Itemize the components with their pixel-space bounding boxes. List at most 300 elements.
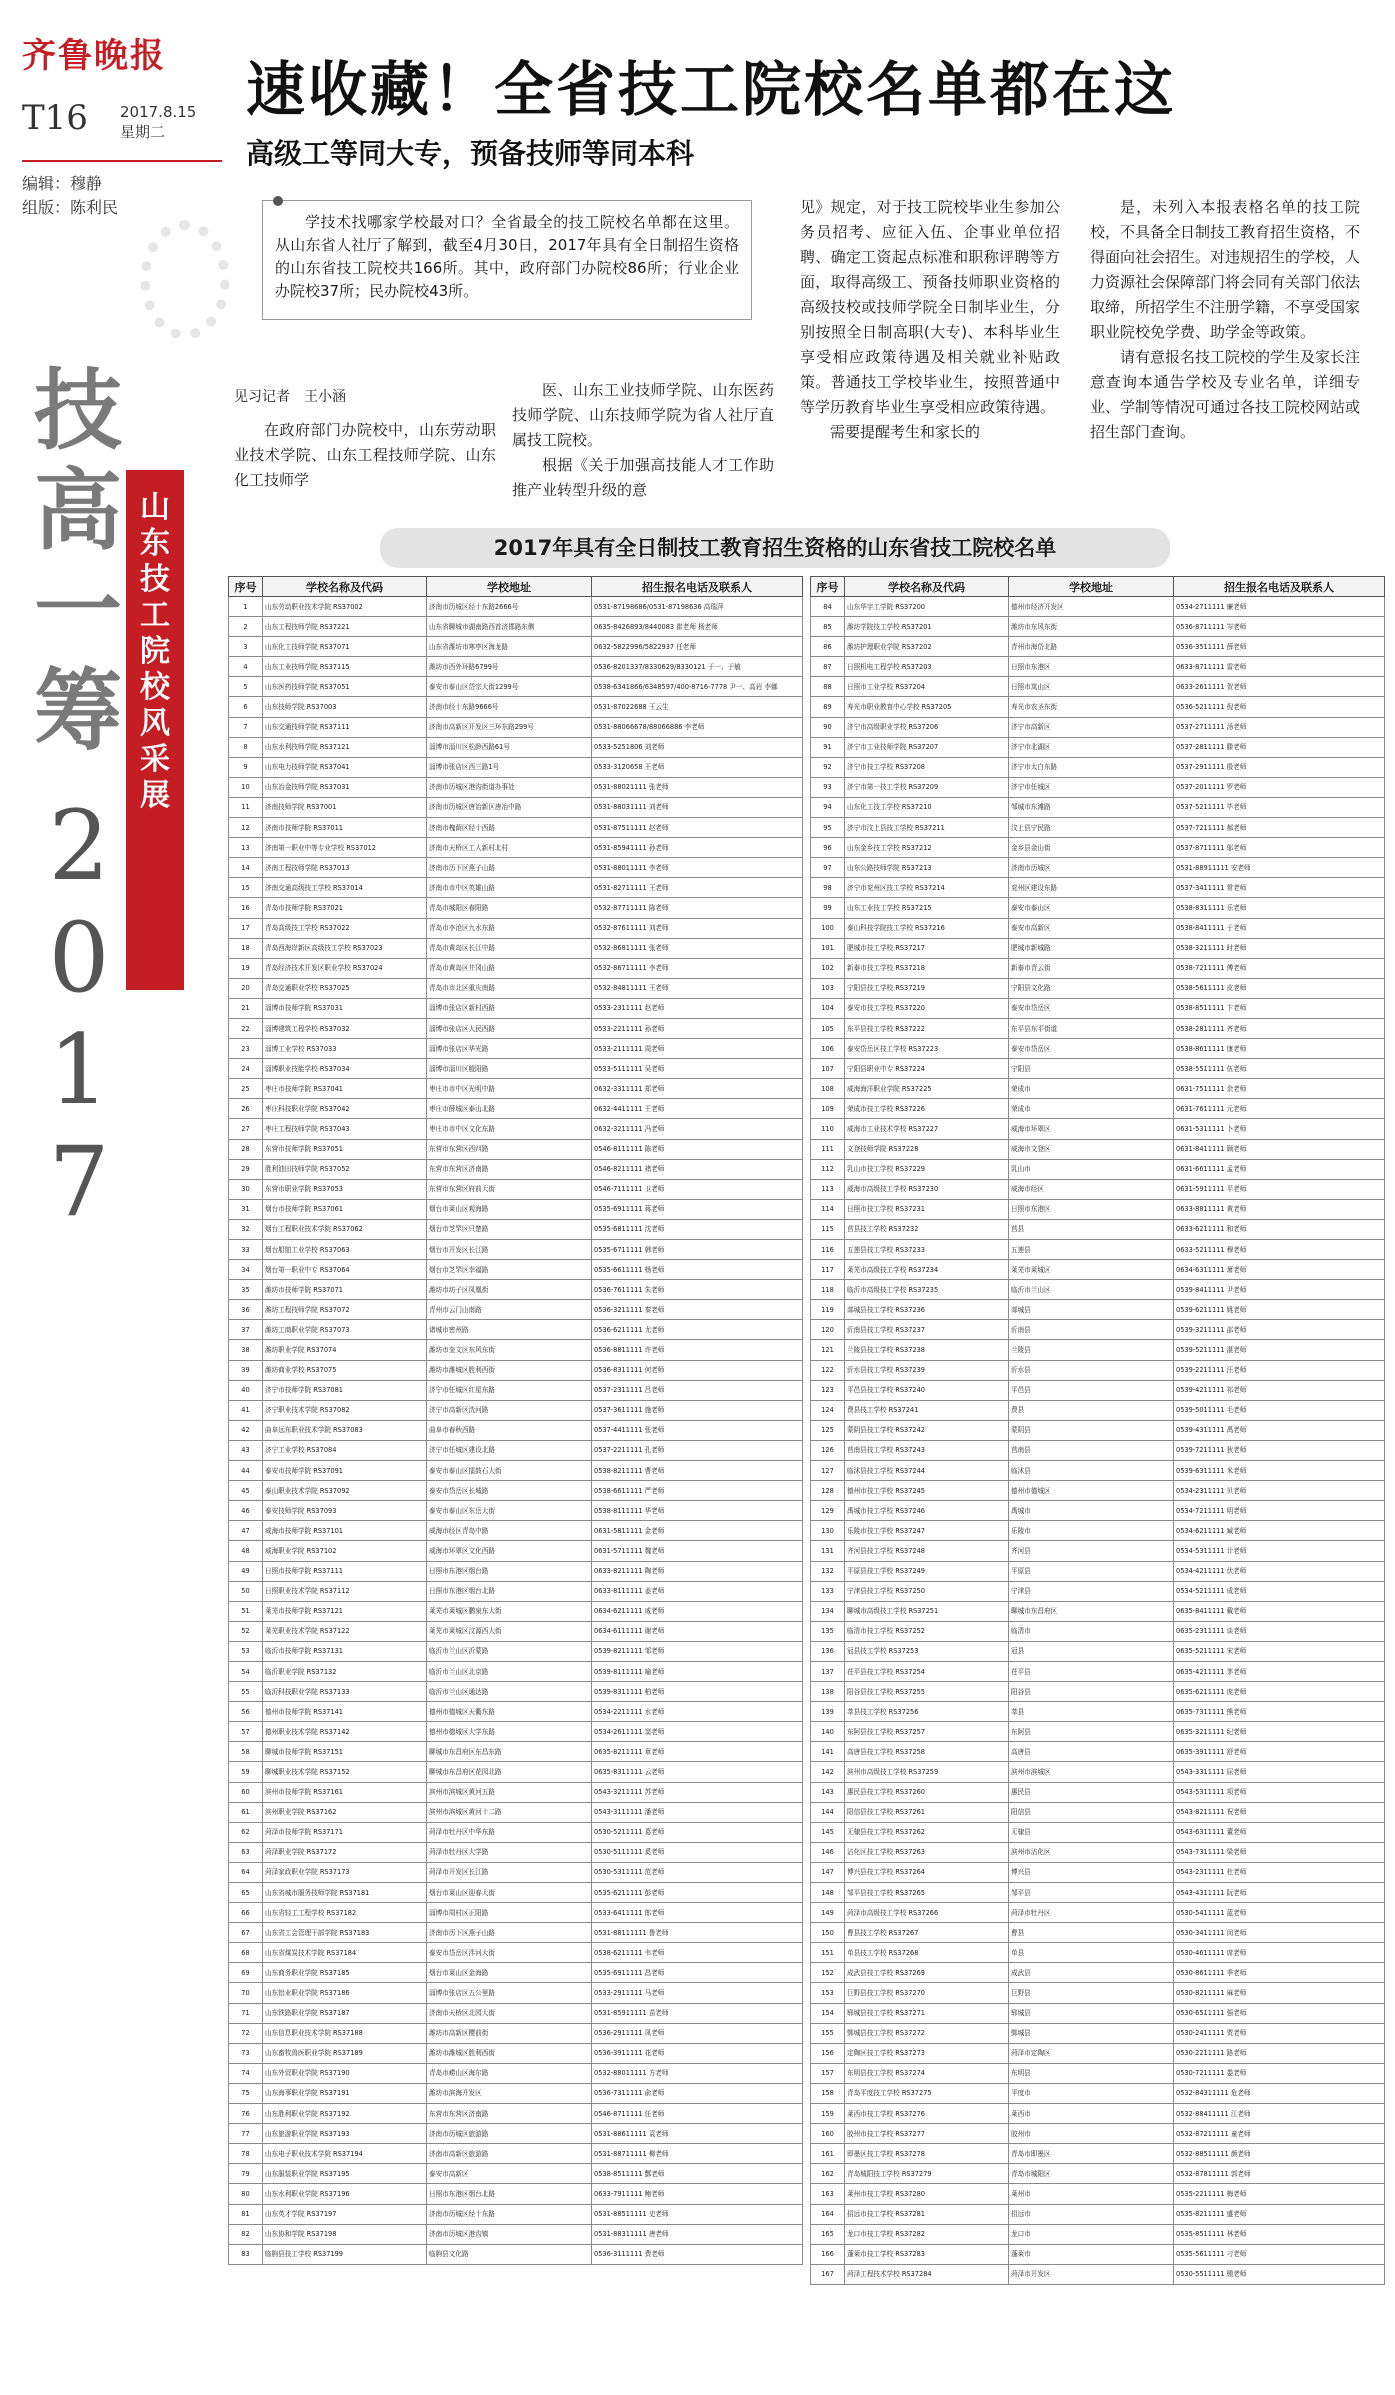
banner-char: 采 xyxy=(140,742,170,777)
table-row xyxy=(811,617,1385,637)
row-index: 45 xyxy=(229,1481,263,1501)
enroll-contact: 0538-8111111 华老师 xyxy=(592,1501,803,1521)
school-address: 济南市高新区开发区三环东路299号 xyxy=(427,717,592,737)
table-row xyxy=(811,1440,1385,1460)
row-index: 157 xyxy=(811,2063,845,2083)
school-name-code: 寿光市职业教育中心学校 RS37205 xyxy=(845,697,1009,717)
article-column-3 xyxy=(800,195,1060,445)
enroll-contact: 0539-8411111 尹老师 xyxy=(1174,1280,1385,1300)
enroll-contact: 0546-8211111 褚老师 xyxy=(592,1159,803,1179)
school-address: 邹平县 xyxy=(1009,1883,1174,1903)
enroll-contact: 0538-8511111 酆老师 xyxy=(592,2164,803,2184)
school-address: 巨野县 xyxy=(1009,1983,1174,2003)
enroll-contact: 0536-7311111 俞老师 xyxy=(592,2083,803,2103)
table-row xyxy=(229,838,803,858)
enroll-contact: 0531-88031111 刘老师 xyxy=(592,797,803,817)
school-name-code: 平邑县技工学校 RS37240 xyxy=(845,1380,1009,1400)
gear-decoration-icon xyxy=(140,220,230,340)
row-index: 59 xyxy=(229,1762,263,1782)
school-address: 兖州区建设东路 xyxy=(1009,878,1174,898)
row-index: 84 xyxy=(811,597,845,617)
school-name-code: 山东冶金技师学院 RS37031 xyxy=(263,777,427,797)
school-name-code: 枣庄工程技师学院 RS37043 xyxy=(263,1119,427,1139)
school-name-code: 山东工业技师学院 RS37115 xyxy=(263,657,427,677)
row-index: 102 xyxy=(811,958,845,978)
school-name-code: 临清市技工学校 RS37252 xyxy=(845,1621,1009,1641)
editor-name: 编辑：穆静 xyxy=(22,174,103,193)
row-index: 70 xyxy=(229,1983,263,2003)
row-index: 56 xyxy=(229,1702,263,1722)
row-index: 151 xyxy=(811,1943,845,1963)
enroll-contact: 0531-88311111 唐老师 xyxy=(592,2224,803,2244)
school-address: 潍坊市潍城区胜利西街 xyxy=(427,1360,592,1380)
enroll-contact: 0534-2311111 贝老师 xyxy=(1174,1481,1385,1501)
enroll-contact: 0532-87711111 陈老师 xyxy=(592,898,803,918)
enroll-contact: 0633-8711111 雷老师 xyxy=(1174,657,1385,677)
school-address: 曹县 xyxy=(1009,1923,1174,1943)
table-row xyxy=(229,657,803,677)
table-row xyxy=(811,2184,1385,2204)
school-name-code: 山东技师学院 RS37003 xyxy=(263,697,427,717)
row-index: 158 xyxy=(811,2083,845,2103)
school-name-code: 惠民县技工学校 RS37260 xyxy=(845,1782,1009,1802)
school-address: 烟台市莱山区观海路 xyxy=(427,1199,592,1219)
school-name-code: 滨州市技师学院 RS37161 xyxy=(263,1782,427,1802)
banner-char: 风 xyxy=(140,706,170,741)
table-row xyxy=(811,2144,1385,2164)
table-row xyxy=(229,617,803,637)
school-name-code: 临沂职业学院 RS37132 xyxy=(263,1661,427,1681)
school-name-code: 日照市技师学院 RS37111 xyxy=(263,1561,427,1581)
school-name-code: 莘县技工学校 RS37256 xyxy=(845,1702,1009,1722)
header-contact: 招生报名电话及联系人 xyxy=(1174,577,1385,597)
row-index: 123 xyxy=(811,1380,845,1400)
school-address: 滨州市滨城区黄河五路 xyxy=(427,1782,592,1802)
row-index: 20 xyxy=(229,978,263,998)
row-index: 66 xyxy=(229,1903,263,1923)
row-index: 61 xyxy=(229,1802,263,1822)
table-row xyxy=(811,1903,1385,1923)
school-table xyxy=(810,576,1385,2285)
school-name-code: 临沭县技工学校 RS37244 xyxy=(845,1461,1009,1481)
table-row xyxy=(229,1722,803,1742)
row-index: 108 xyxy=(811,1079,845,1099)
row-index: 144 xyxy=(811,1802,845,1822)
school-name-code: 山东华宇工学院 RS37200 xyxy=(845,597,1009,617)
school-name-code: 山东胜利职业学院 RS37192 xyxy=(263,2104,427,2124)
table-row xyxy=(229,1561,803,1581)
school-name-code: 即墨区技工学校 RS37278 xyxy=(845,2144,1009,2164)
school-address: 东营市东营区西四路 xyxy=(427,1139,592,1159)
table-row xyxy=(811,597,1385,617)
school-address: 莒南县 xyxy=(1009,1440,1174,1460)
newspaper-masthead: 齐鲁晚报 xyxy=(22,36,166,76)
school-address: 泰安市泰山区擂鼓石大街 xyxy=(427,1461,592,1481)
enroll-contact: 0538-8411111 于老师 xyxy=(1174,918,1385,938)
school-address: 淄博市淄川区松龄西路61号 xyxy=(427,737,592,757)
enroll-contact: 0539-5011111 毛老师 xyxy=(1174,1400,1385,1420)
school-address: 莒县 xyxy=(1009,1219,1174,1239)
row-index: 47 xyxy=(229,1521,263,1541)
table-row xyxy=(229,1842,803,1862)
enroll-contact: 0534-7211111 明老师 xyxy=(1174,1501,1385,1521)
enroll-contact: 0536-2911111 凤老师 xyxy=(592,2023,803,2043)
school-name-code: 日照机电工程学校 RS37203 xyxy=(845,657,1009,677)
school-name-code: 泰安岱岳区技工学校 RS37223 xyxy=(845,1039,1009,1059)
enroll-contact: 0546-8111111 陈老师 xyxy=(592,1139,803,1159)
table-row xyxy=(229,797,803,817)
table-row xyxy=(811,1340,1385,1360)
school-address: 平邑县 xyxy=(1009,1380,1174,1400)
row-index: 96 xyxy=(811,838,845,858)
table-row xyxy=(811,1702,1385,1722)
school-name-code: 潍坊工商职业学院 RS37073 xyxy=(263,1320,427,1340)
school-address: 东明县 xyxy=(1009,2063,1174,2083)
table-title: 2017年具有全日制技工教育招生资格的山东省技工院校名单 xyxy=(380,528,1170,568)
enroll-contact: 0538-2811111 齐老师 xyxy=(1174,1018,1385,1038)
section-banner xyxy=(126,470,184,990)
banner-char: 山 xyxy=(140,490,170,525)
enroll-contact: 0531-88011111 李老师 xyxy=(592,858,803,878)
table-row xyxy=(811,1561,1385,1581)
school-name-code: 山东医药技师学院 RS37051 xyxy=(263,677,427,697)
row-index: 49 xyxy=(229,1561,263,1581)
enroll-contact: 0633-8111111 姜老师 xyxy=(592,1581,803,1601)
school-address: 烟台市开发区长江路 xyxy=(427,1240,592,1260)
enroll-contact: 0631-5811111 金老师 xyxy=(592,1521,803,1541)
table-row xyxy=(229,1219,803,1239)
row-index: 154 xyxy=(811,2003,845,2023)
table-row xyxy=(229,978,803,998)
school-name-code: 潍坊市技师学院 RS37071 xyxy=(263,1280,427,1300)
row-index: 73 xyxy=(229,2043,263,2063)
school-name-code: 日照市工业学校 RS37204 xyxy=(845,677,1009,697)
enroll-contact: 0536-8711111 岑老师 xyxy=(1174,617,1385,637)
school-address: 淄博市张店区华光路 xyxy=(427,1039,592,1059)
school-address: 淄博市张店区人民西路 xyxy=(427,1018,592,1038)
row-index: 46 xyxy=(229,1501,263,1521)
school-name-code: 山东铁路职业学院 RS37187 xyxy=(263,2003,427,2023)
row-index: 62 xyxy=(229,1822,263,1842)
enroll-contact: 0633-2611111 贺老师 xyxy=(1174,677,1385,697)
school-address: 威海市环翠区文化西路 xyxy=(427,1541,592,1561)
school-address: 济南市槐荫区经十西路 xyxy=(427,818,592,838)
enroll-contact: 0532-88011111 方老师 xyxy=(592,2063,803,2083)
school-address: 莱芜市莱城区汶源西大街 xyxy=(427,1621,592,1641)
enroll-contact: 0632-4411111 王老师 xyxy=(592,1099,803,1119)
school-address: 威海市经区 xyxy=(1009,1179,1174,1199)
enroll-contact: 0536-7611111 朱老师 xyxy=(592,1280,803,1300)
banner-char: 展 xyxy=(140,778,170,813)
row-index: 135 xyxy=(811,1621,845,1641)
table-row xyxy=(811,637,1385,657)
enroll-contact: 0535-6211111 彭老师 xyxy=(592,1883,803,1903)
school-address: 泰安市泰山区岱宗大街1299号 xyxy=(427,677,592,697)
table-row xyxy=(811,958,1385,978)
table-row xyxy=(229,818,803,838)
school-address: 龙口市 xyxy=(1009,2224,1174,2244)
row-index: 60 xyxy=(229,1782,263,1802)
row-index: 11 xyxy=(229,797,263,817)
school-address: 沂南县 xyxy=(1009,1320,1174,1340)
issue-date-box xyxy=(120,102,196,142)
school-address: 潍坊市潍城区胜利西街 xyxy=(427,2043,592,2063)
school-address: 莱西市 xyxy=(1009,2104,1174,2124)
enroll-contact: 0535-8211111 盛老师 xyxy=(1174,2204,1385,2224)
table-row xyxy=(811,2043,1385,2063)
row-index: 41 xyxy=(229,1400,263,1420)
row-index: 53 xyxy=(229,1641,263,1661)
school-address: 泰安市泰山区 xyxy=(1009,898,1174,918)
year-digit: 0 xyxy=(48,902,110,1014)
enroll-contact: 0530-5511111 锺老师 xyxy=(1174,2264,1385,2284)
enroll-contact: 0543-2311111 杜老师 xyxy=(1174,1862,1385,1882)
enroll-contact: 0531-88021111 张老师 xyxy=(592,777,803,797)
enroll-contact: 0543-3311111 屈老师 xyxy=(1174,1762,1385,1782)
row-index: 111 xyxy=(811,1139,845,1159)
school-address: 青州市海岱北路 xyxy=(1009,637,1174,657)
school-address: 德州市德城区天衢东路 xyxy=(427,1702,592,1722)
row-index: 33 xyxy=(229,1240,263,1260)
enroll-contact: 0635-8426893/8440083 崔老师 杨老师 xyxy=(592,617,803,637)
row-index: 163 xyxy=(811,2184,845,2204)
row-index: 103 xyxy=(811,978,845,998)
enroll-contact: 0535-6811111 沈老师 xyxy=(592,1219,803,1239)
school-address: 东营市东营区济南路 xyxy=(427,2104,592,2124)
school-name-code: 蒙阴县技工学校 RS37242 xyxy=(845,1420,1009,1440)
row-index: 57 xyxy=(229,1722,263,1742)
enroll-contact: 0530-5411111 蓝老师 xyxy=(1174,1903,1385,1923)
school-address: 青岛市市北区重庆南路 xyxy=(427,978,592,998)
enroll-contact: 0534-6211111 臧老师 xyxy=(1174,1521,1385,1541)
enroll-contact: 0534-2611111 窦老师 xyxy=(592,1722,803,1742)
enroll-contact: 0537-2911111 殷老师 xyxy=(1174,757,1385,777)
row-index: 137 xyxy=(811,1661,845,1681)
row-index: 116 xyxy=(811,1240,845,1260)
row-index: 133 xyxy=(811,1581,845,1601)
school-address: 聊城市东昌府区花园北路 xyxy=(427,1762,592,1782)
vertical-year xyxy=(30,790,128,1238)
school-address: 烟台市芝罘区幸福路 xyxy=(427,1260,592,1280)
article-paragraph: 需要提醒考生和家长的 xyxy=(830,423,981,441)
school-name-code: 菏泽市高级技工学校 RS37266 xyxy=(845,1903,1009,1923)
row-index: 10 xyxy=(229,777,263,797)
school-table-left xyxy=(228,576,803,2376)
row-index: 4 xyxy=(229,657,263,677)
row-index: 80 xyxy=(229,2184,263,2204)
row-index: 22 xyxy=(229,1018,263,1038)
school-table xyxy=(228,576,803,2265)
table-row xyxy=(811,978,1385,998)
school-address: 济宁市任城区红星东路 xyxy=(427,1380,592,1400)
enroll-contact: 0532-87611111 刘老师 xyxy=(592,918,803,938)
article-paragraph: 医、山东工业技师学院、山东医药技师学院、山东技师学院为省人社厅直属技工院校。 xyxy=(512,381,774,449)
school-name-code: 东平县技工学校 RS37222 xyxy=(845,1018,1009,1038)
table-row xyxy=(811,1380,1385,1400)
table-row xyxy=(811,737,1385,757)
row-index: 1 xyxy=(229,597,263,617)
school-address: 临清市 xyxy=(1009,1621,1174,1641)
row-index: 153 xyxy=(811,1983,845,2003)
row-index: 35 xyxy=(229,1280,263,1300)
layout-editor-name: 组版：陈利民 xyxy=(22,198,119,217)
school-name-code: 东营市职业学院 RS37053 xyxy=(263,1179,427,1199)
enroll-contact: 0536-5211111 倪老师 xyxy=(1174,697,1385,717)
row-index: 77 xyxy=(229,2124,263,2144)
enroll-contact: 0534-2211111 水老师 xyxy=(592,1702,803,1722)
school-name-code: 沂南县技工学校 RS37237 xyxy=(845,1320,1009,1340)
school-name-code: 山东商务职业学院 RS37185 xyxy=(263,1963,427,1983)
table-row xyxy=(811,1601,1385,1621)
enroll-contact: 0536-8811111 许老师 xyxy=(592,1340,803,1360)
table-row xyxy=(229,1199,803,1219)
school-address: 泰安市高新区 xyxy=(1009,918,1174,938)
enroll-contact: 0530-3411111 闵老师 xyxy=(1174,1923,1385,1943)
row-index: 75 xyxy=(229,2083,263,2103)
school-address: 枣庄市市中区光明中路 xyxy=(427,1079,592,1099)
table-row xyxy=(229,898,803,918)
table-row xyxy=(229,1521,803,1541)
row-index: 89 xyxy=(811,697,845,717)
article-column-1 xyxy=(234,418,496,493)
school-name-code: 宁阳县职业中专 RS37224 xyxy=(845,1059,1009,1079)
school-address: 枣庄市薛城区泰山北路 xyxy=(427,1099,592,1119)
row-index: 126 xyxy=(811,1440,845,1460)
school-name-code: 潍坊学院技工学校 RS37201 xyxy=(845,617,1009,637)
enroll-contact: 0536-6211111 尤老师 xyxy=(592,1320,803,1340)
school-name-code: 山东电力技师学院 RS37041 xyxy=(263,757,427,777)
row-index: 31 xyxy=(229,1199,263,1219)
enroll-contact: 0633-8211111 陶老师 xyxy=(592,1561,803,1581)
school-name-code: 淄博工业学校 RS37033 xyxy=(263,1039,427,1059)
row-index: 67 xyxy=(229,1923,263,1943)
table-row xyxy=(229,1501,803,1521)
enroll-contact: 0631-8411111 顾老师 xyxy=(1174,1139,1385,1159)
school-name-code: 阳信县技工学校 RS37261 xyxy=(845,1802,1009,1822)
school-address: 滨州市滨城区黄河十二路 xyxy=(427,1802,592,1822)
enroll-contact: 0634-6311111 萧老师 xyxy=(1174,1260,1385,1280)
table-row xyxy=(229,1862,803,1882)
row-index: 91 xyxy=(811,737,845,757)
table-row xyxy=(229,2023,803,2043)
issue-date: 2017.8.15 xyxy=(120,103,197,121)
enroll-contact: 0539-7211111 狄老师 xyxy=(1174,1440,1385,1460)
school-name-code: 聊城市高级技工学校 RS37251 xyxy=(845,1601,1009,1621)
article-paragraph: 根据《关于加强高技能人才工作助推产业转型升级的意 xyxy=(512,456,774,499)
enroll-contact: 0631-7511111 余老师 xyxy=(1174,1079,1385,1099)
enroll-contact: 0538-7211111 傅老师 xyxy=(1174,958,1385,978)
table-row xyxy=(811,2124,1385,2144)
table-row xyxy=(811,858,1385,878)
school-address: 济宁市北湖区 xyxy=(1009,737,1174,757)
table-row xyxy=(229,1300,803,1320)
row-index: 36 xyxy=(229,1300,263,1320)
school-name-code: 东阿县技工学校 RS37257 xyxy=(845,1722,1009,1742)
school-address: 德州市德城区 xyxy=(1009,1481,1174,1501)
enroll-contact: 0537-2311111 吕老师 xyxy=(592,1380,803,1400)
table-row xyxy=(229,1822,803,1842)
enroll-contact: 0531-85941111 孙老师 xyxy=(592,838,803,858)
school-address: 济南市历城区经十东路2666号 xyxy=(427,597,592,617)
table-row xyxy=(229,2164,803,2184)
school-address: 高唐县 xyxy=(1009,1742,1174,1762)
school-name-code: 五莲县技工学校 RS37233 xyxy=(845,1240,1009,1260)
table-row xyxy=(811,1802,1385,1822)
school-name-code: 沾化区技工学校 RS37263 xyxy=(845,1842,1009,1862)
school-name-code: 临沂市高级技工学校 RS37235 xyxy=(845,1280,1009,1300)
table-header-row xyxy=(229,577,803,597)
school-name-code: 文登技师学院 RS37228 xyxy=(845,1139,1009,1159)
school-name-code: 新泰市技工学校 RS37218 xyxy=(845,958,1009,978)
school-name-code: 德州市技师学院 RS37141 xyxy=(263,1702,427,1722)
row-index: 12 xyxy=(229,818,263,838)
row-index: 85 xyxy=(811,617,845,637)
row-index: 87 xyxy=(811,657,845,677)
school-name-code: 潍坊职业学院 RS37074 xyxy=(263,1340,427,1360)
school-name-code: 山东旅游职业学院 RS37193 xyxy=(263,2124,427,2144)
enroll-contact: 0537-4411111 张老师 xyxy=(592,1420,803,1440)
school-address: 蒙阴县 xyxy=(1009,1420,1174,1440)
table-row xyxy=(811,2164,1385,2184)
row-index: 124 xyxy=(811,1400,845,1420)
row-index: 93 xyxy=(811,777,845,797)
enroll-contact: 0538-6211111 韦老师 xyxy=(592,1943,803,1963)
enroll-contact: 0539-8211111 邹老师 xyxy=(592,1641,803,1661)
school-address: 东营市东营区府前大街 xyxy=(427,1179,592,1199)
school-name-code: 单县技工学校 RS37268 xyxy=(845,1943,1009,1963)
table-row xyxy=(811,1501,1385,1521)
school-name-code: 沂水县技工学校 RS37239 xyxy=(845,1360,1009,1380)
table-row xyxy=(229,1420,803,1440)
school-name-code: 莱西市技工学校 RS37276 xyxy=(845,2104,1009,2124)
page-headline: 速收藏！全省技工院校名单都在这 xyxy=(246,55,1177,124)
enroll-contact: 0634-6211111 戚老师 xyxy=(592,1601,803,1621)
school-name-code: 山东铝业职业学院 RS37186 xyxy=(263,1983,427,2003)
vertical-slogan xyxy=(28,360,128,760)
enroll-contact: 0532-86811111 张老师 xyxy=(592,938,803,958)
article-paragraph: 见》规定，对于技工院校毕业生参加公务员招考、应征入伍、企事业单位招聘、确定工资起点标准和职称评聘等方面，取得高级工、预备技师职业资格的高级技校或技师学院全日制毕业生，分别按照全日制高职(大专)、本科毕业生享受相应政策待遇及相关就业补贴政策。普通技工学校毕业生，按照普通中等学历教育毕业生享受相应政策待遇。 xyxy=(800,198,1060,416)
header-index: 序号 xyxy=(811,577,845,597)
enroll-contact: 0535-5611111 刁老师 xyxy=(1174,2244,1385,2264)
enroll-contact: 0635-8411111 戴老师 xyxy=(1174,1601,1385,1621)
table-row xyxy=(811,2023,1385,2043)
enroll-contact: 0539-6311111 米老师 xyxy=(1174,1461,1385,1481)
school-address: 烟台市莱山区金海路 xyxy=(427,1963,592,1983)
row-index: 119 xyxy=(811,1300,845,1320)
school-name-code: 菏泽家政职业学院 RS37173 xyxy=(263,1862,427,1882)
year-digit: 7 xyxy=(48,1126,110,1238)
enroll-contact: 0635-4211111 茅老师 xyxy=(1174,1661,1385,1681)
table-row xyxy=(811,1621,1385,1641)
row-index: 64 xyxy=(229,1862,263,1882)
school-address: 枣庄市市中区文化东路 xyxy=(427,1119,592,1139)
enroll-contact: 0635-8211111 章老师 xyxy=(592,1742,803,1762)
school-name-code: 莱芜市技师学院 RS37121 xyxy=(263,1601,427,1621)
row-index: 98 xyxy=(811,878,845,898)
school-address: 潍坊市高新区樱前街 xyxy=(427,2023,592,2043)
row-index: 121 xyxy=(811,1340,845,1360)
school-name-code: 蓬莱市技工学校 RS37283 xyxy=(845,2244,1009,2264)
table-row xyxy=(811,1983,1385,2003)
table-row xyxy=(811,1661,1385,1681)
table-row xyxy=(811,1822,1385,1842)
enroll-contact: 0537-2211111 孔老师 xyxy=(592,1440,803,1460)
table-row xyxy=(229,1782,803,1802)
school-name-code: 济南技师学院 RS37001 xyxy=(263,797,427,817)
header-address: 学校地址 xyxy=(1009,577,1174,597)
enroll-contact: 0543-3211111 苏老师 xyxy=(592,1782,803,1802)
enroll-contact: 0543-5311111 项老师 xyxy=(1174,1782,1385,1802)
